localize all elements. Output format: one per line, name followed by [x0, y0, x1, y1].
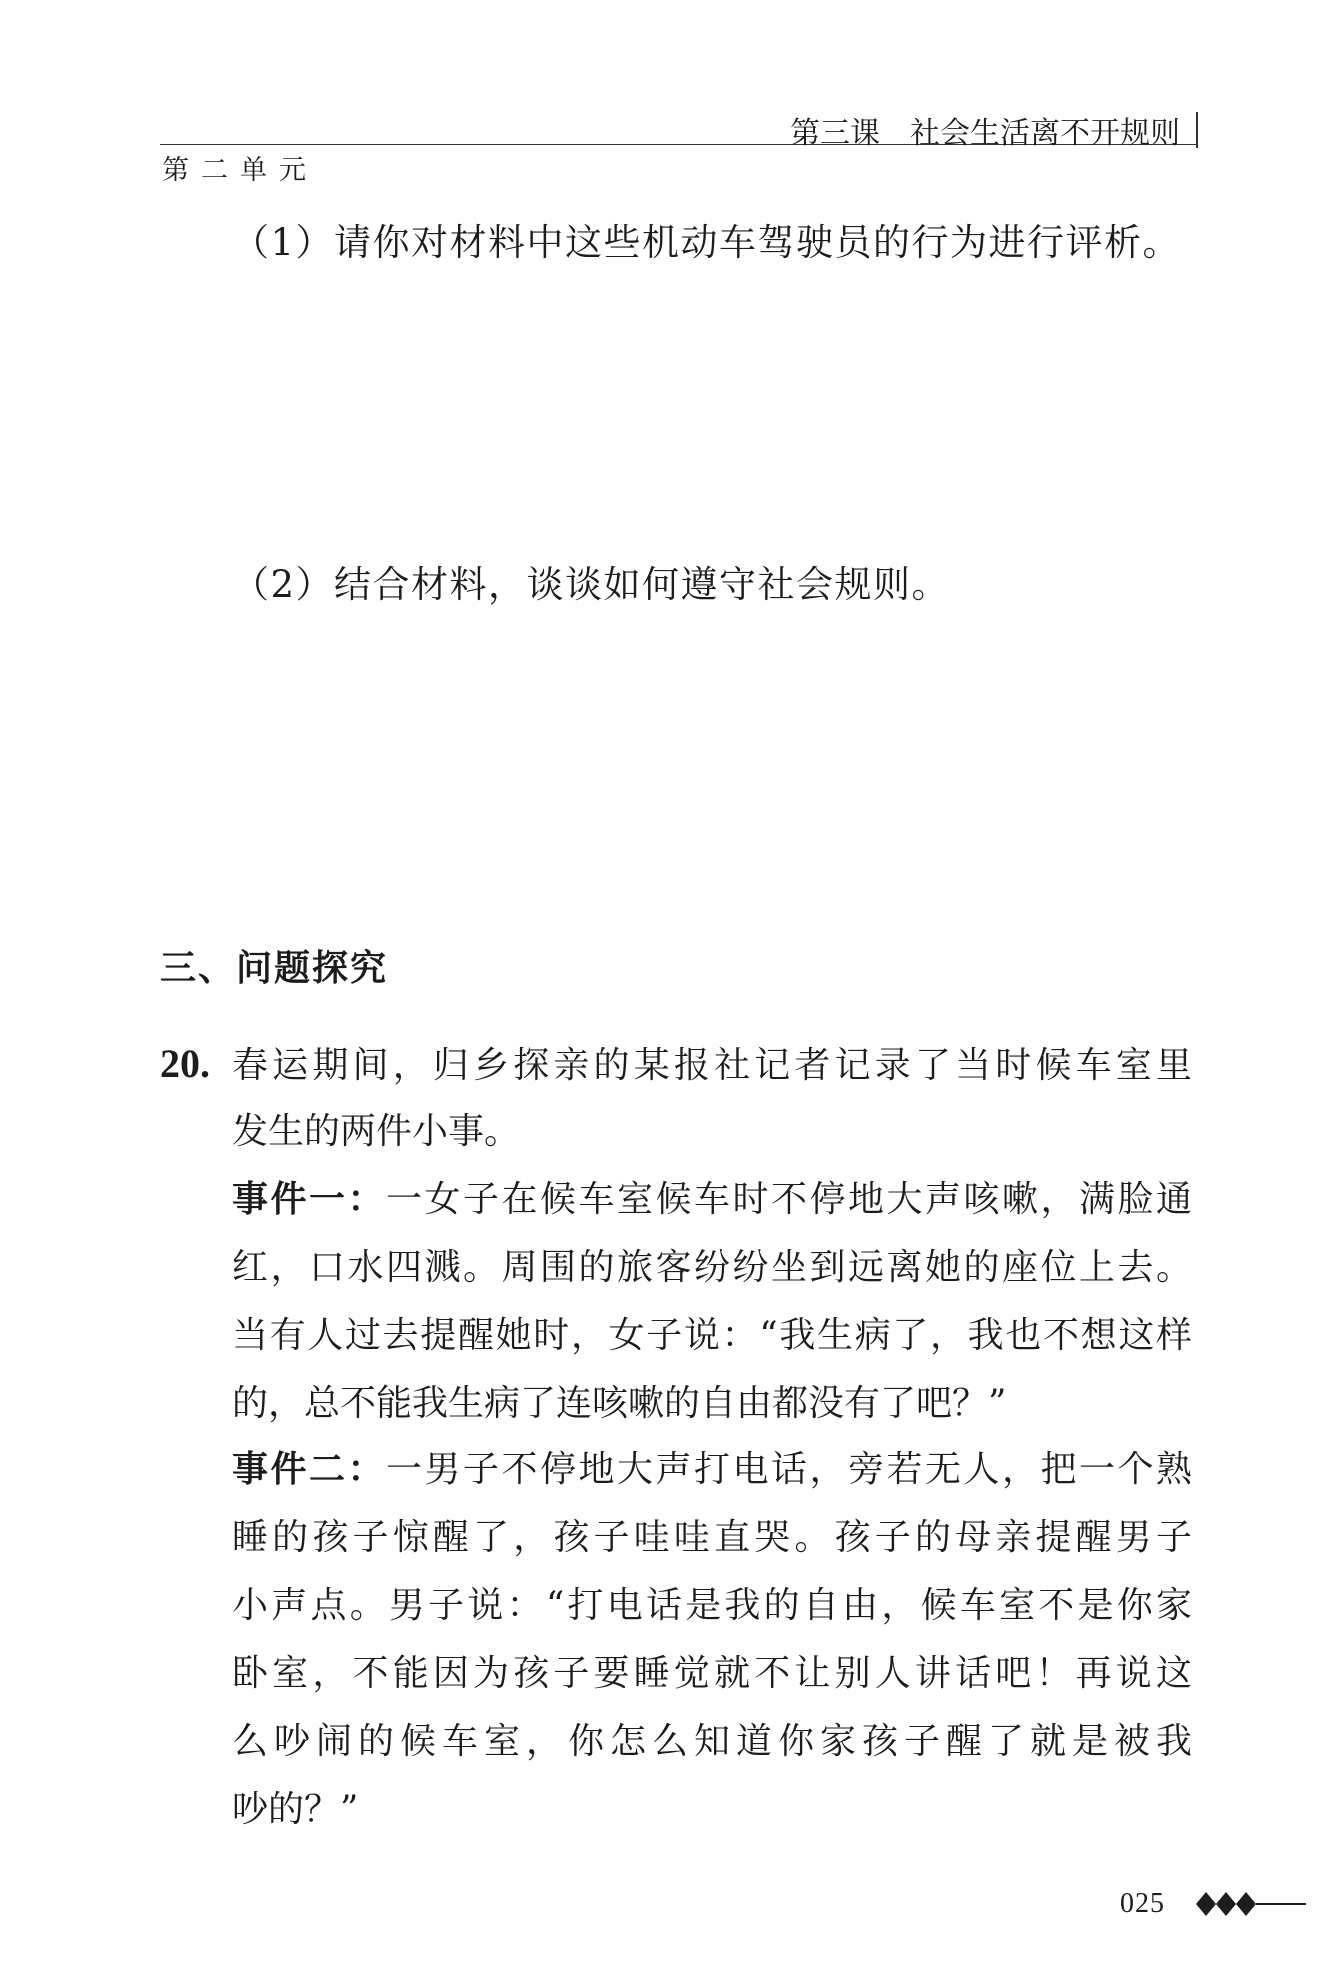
header-divider — [1196, 112, 1198, 148]
lesson-title: 第三课 社会生活离不开规则 — [790, 116, 1180, 151]
question-number: 20. — [160, 1041, 210, 1086]
event2-line-2: 睡的孩子惊醒了，孩子哇哇直哭。孩子的母亲提醒男子 — [232, 1517, 1192, 1558]
event1-line-2: 红，口水四溅。周围的旅客纷纷坐到远离她的座位上去。 — [232, 1247, 1192, 1288]
event2-text-1: 一男子不停地大声打电话，旁若无人，把一个熟 — [386, 1449, 1192, 1490]
question-line-2: 发生的两件小事。 — [232, 1111, 521, 1152]
sub-question-2: （2）结合材料，谈谈如何遵守社会规则。 — [232, 563, 951, 606]
question-line-1: 春运期间，归乡探亲的某报社记者记录了当时候车室里 — [232, 1045, 1192, 1086]
event1-label: 事件一： — [232, 1179, 386, 1220]
unit-label: 第二单元 — [162, 155, 318, 186]
diamond-ornament-icon — [1196, 1886, 1306, 1922]
event1-text-1: 一女子在候车室候车时不停地大声咳嗽，满脸通 — [386, 1179, 1192, 1220]
event2-line-4: 卧室，不能因为孩子要睡觉就不让别人讲话吧！再说这 — [232, 1653, 1192, 1694]
event2-line-6: 吵的？” — [232, 1789, 359, 1830]
event1-line-4: 的，总不能我生病了连咳嗽的自由都没有了吧？” — [232, 1383, 1007, 1424]
event2-label: 事件二： — [232, 1449, 386, 1490]
page-number: 025 — [1120, 1888, 1165, 1919]
event1-line-3: 当有人过去提醒她时，女子说：“我生病了，我也不想这样 — [232, 1315, 1192, 1356]
sub-question-1: （1）请你对材料中这些机动车驾驶员的行为进行评析。 — [232, 221, 1182, 264]
event1-line-1 — [232, 1179, 1192, 1220]
event2-line-1 — [232, 1449, 1192, 1490]
section-heading: 三、问题探究 — [160, 948, 389, 989]
event2-line-5: 么吵闹的候车室，你怎么知道你家孩子醒了就是被我 — [232, 1721, 1192, 1762]
event2-line-3: 小声点。男子说：“打电话是我的自由，候车室不是你家 — [232, 1585, 1192, 1626]
